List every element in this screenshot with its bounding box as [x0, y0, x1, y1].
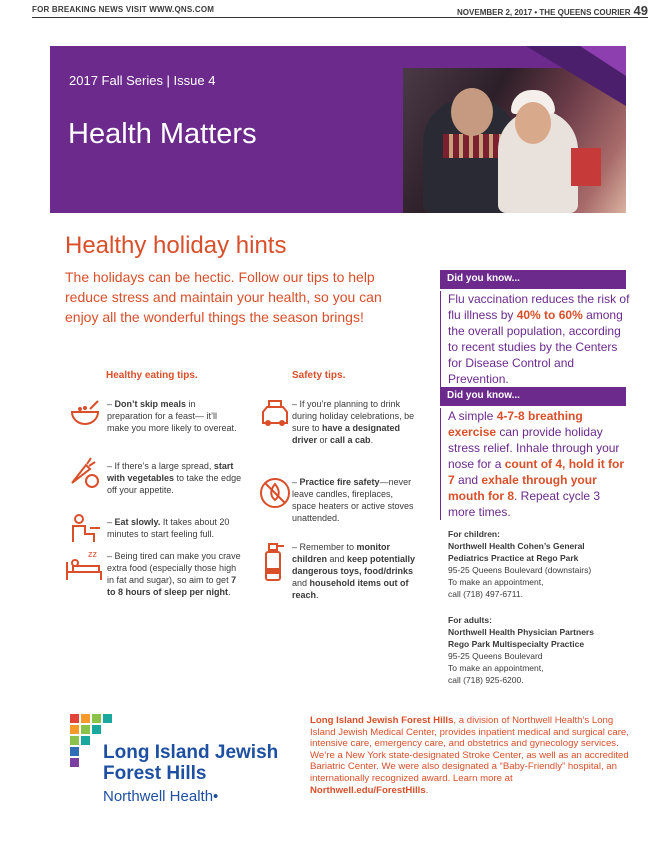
logo-line-1: Long Island Jewish [103, 742, 279, 763]
contact-adults: For adults: Northwell Health Physician Partners Rego Park Multispecialty Practice 95-25 Queens Boulevard To make an appointment, call (718) 925-6200. [448, 615, 594, 685]
did-you-know-breathing: A simple 4-7-8 breathing exercise can provide holiday stress relief. Inhale through your nose for a count of 4, hold it for 7 and exhale through your mouth for 8. Repeat cycle 3 more times. [440, 408, 630, 520]
sleep-icon [64, 548, 104, 584]
safety-tip: – If you’re planning to drink during holiday celebrations, be sure to have a designated driver or call a cab. [292, 399, 415, 445]
page-title: Health Matters [68, 118, 257, 150]
bowl-icon [68, 397, 102, 431]
eating-tip: – Don’t skip meals in preparation for a feast— it’ll make you more likely to overeat. [107, 399, 237, 433]
eating-tip: – If there’s a large spread, start with vegetables to take the edge off your appetite. [107, 461, 242, 495]
person-eating-icon [68, 512, 102, 546]
article-lead: The holidays can be hectic. Follow our tips to help reduce stress and maintain your health, so you can enjoy all the wonderful things the season brings! [65, 269, 382, 325]
website-link[interactable]: Northwell.edu/ForestHills [310, 784, 426, 796]
safety-tips-heading: Safety tips. [292, 370, 346, 381]
did-you-know-header: Did you know... [440, 270, 626, 289]
no-fire-icon [258, 476, 292, 510]
safety-tip: – Practice fire safety—never leave candles, fireplaces, space heaters or active stoves unattended. [292, 477, 414, 523]
logo-line-3: Northwell Health• [103, 788, 219, 805]
article-heading: Healthy holiday hints [65, 232, 287, 259]
contact-children: For children: Northwell Health Cohen’s General Pediatrics Practice at Rego Park 95-25 Queens Boulevard (downstairs) To make an appointment, call (718) 497-6711. [448, 529, 592, 599]
svg-text:zz: zz [88, 549, 97, 559]
toxic-spray-icon [262, 540, 290, 582]
masthead [32, 4, 648, 18]
page-number: 49 [633, 3, 648, 18]
did-you-know-flu: Flu vaccination reduces the risk of flu illness by 40% to 60% among the overall population, according to recent studies by the Centers for Disease Control and Prevention. [440, 291, 630, 387]
taxi-icon [258, 398, 292, 432]
eating-tips-heading: Healthy eating tips. [106, 370, 198, 381]
did-you-know-header: Did you know... [440, 387, 626, 406]
vegetables-icon [66, 455, 102, 491]
masthead-left: FOR BREAKING NEWS VISIT WWW.QNS.COM [32, 5, 215, 14]
logo-line-2: Forest Hills [103, 763, 207, 784]
safety-tip: – Remember to monitor children and keep potentially dangerous toys, food/drinks and household items out of reach. [292, 542, 416, 600]
decorative-triangle [580, 46, 626, 76]
masthead-right [457, 3, 648, 18]
eating-tip: – Eat slowly. It takes about 20 minutes to start feeling full. [107, 517, 230, 539]
series-label: 2017 Fall Series | Issue 4 [69, 73, 216, 88]
about-paragraph: Long Island Jewish Forest Hills, a division of Northwell Health’s Long Island Jewish Medical Center, provides inpatient medical and surgical care, intensive care, emergency care, and obstetrics and gynecology services. We’re a New York state-designated Stroke Center, as well as an accredited Bariatric Center. We were also designated a “Baby-Friendly” hospital, an internationally recognized award. Learn more at Northwell.edu/ForestHills. [310, 715, 629, 796]
banner [50, 46, 626, 213]
eating-tip: – Being tired can make you crave extra food (especially those high in fat and sugar), so aim to get 7 to 8 hours of sleep per night. [107, 551, 241, 597]
masthead-date: NOVEMBER 2, 2017 • THE QUEENS COURIER [457, 8, 631, 17]
